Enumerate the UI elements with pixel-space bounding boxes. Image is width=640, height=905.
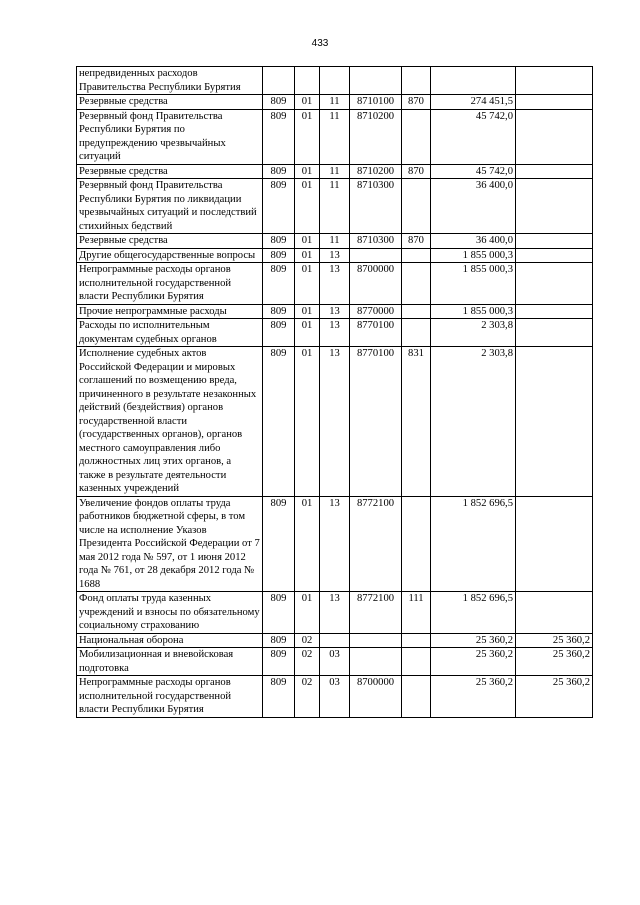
cell-section: 02	[295, 648, 320, 676]
cell-name: Исполнение судебных актов Российской Федерации и мировых соглашений по возмещению вреда, причиненного в результате незаконных действий (бездействия) органов государственной власти (государственных органов), органов местного самоуправления либо должностных лиц этих органов, а также в результате деятельности казенных учреждений	[77, 347, 263, 497]
cell-admin-code: 809	[263, 319, 295, 347]
cell-amount-2	[516, 319, 593, 347]
cell-expense-type: 870	[402, 164, 431, 179]
cell-subsection: 13	[320, 319, 350, 347]
cell-section: 01	[295, 164, 320, 179]
cell-amount-2	[516, 95, 593, 110]
cell-admin-code: 809	[263, 633, 295, 648]
cell-section: 01	[295, 304, 320, 319]
cell-subsection: 13	[320, 592, 350, 634]
cell-expense-type: 870	[402, 95, 431, 110]
cell-subsection: 11	[320, 234, 350, 249]
table-row	[77, 496, 593, 592]
table-row	[77, 67, 593, 95]
cell-expense-type	[402, 179, 431, 234]
cell-subsection: 13	[320, 304, 350, 319]
cell-expense-type: 870	[402, 234, 431, 249]
cell-target-article	[350, 67, 402, 95]
cell-amount-2	[516, 496, 593, 592]
cell-admin-code: 809	[263, 109, 295, 164]
cell-target-article	[350, 633, 402, 648]
table-row	[77, 304, 593, 319]
cell-name: Расходы по исполнительным документам судебных органов	[77, 319, 263, 347]
cell-target-article	[350, 248, 402, 263]
cell-name: Другие общегосударственные вопросы	[77, 248, 263, 263]
cell-amount-1	[431, 67, 516, 95]
cell-amount-2	[516, 304, 593, 319]
cell-section: 01	[295, 95, 320, 110]
cell-target-article: 8710300	[350, 179, 402, 234]
cell-target-article: 8770100	[350, 319, 402, 347]
cell-section: 01	[295, 248, 320, 263]
cell-amount-1: 45 742,0	[431, 164, 516, 179]
cell-name: Резервный фонд Правительства Республики Бурятия по ликвидации чрезвычайных ситуаций и последствий стихийных бедствий	[77, 179, 263, 234]
cell-expense-type	[402, 109, 431, 164]
cell-amount-1: 36 400,0	[431, 234, 516, 249]
cell-section: 01	[295, 263, 320, 305]
table-row	[77, 248, 593, 263]
cell-amount-1: 2 303,8	[431, 319, 516, 347]
cell-name: Прочие непрограммные расходы	[77, 304, 263, 319]
cell-admin-code: 809	[263, 676, 295, 718]
table-row	[77, 109, 593, 164]
cell-amount-1: 25 360,2	[431, 676, 516, 718]
cell-section: 01	[295, 319, 320, 347]
cell-amount-1: 1 855 000,3	[431, 304, 516, 319]
cell-section: 01	[295, 592, 320, 634]
cell-expense-type	[402, 496, 431, 592]
cell-amount-2	[516, 234, 593, 249]
cell-admin-code: 809	[263, 95, 295, 110]
cell-name: Резервные средства	[77, 234, 263, 249]
cell-subsection: 11	[320, 95, 350, 110]
cell-section: 02	[295, 676, 320, 718]
table-row	[77, 347, 593, 497]
cell-name: непредвиденных расходов Правительства Республики Бурятия	[77, 67, 263, 95]
cell-target-article: 8710200	[350, 164, 402, 179]
cell-amount-1: 36 400,0	[431, 179, 516, 234]
cell-admin-code: 809	[263, 263, 295, 305]
table-row	[77, 263, 593, 305]
cell-name: Резервный фонд Правительства Республики Бурятия по предупреждению чрезвычайных ситуаций	[77, 109, 263, 164]
cell-name: Национальная оборона	[77, 633, 263, 648]
cell-expense-type: 831	[402, 347, 431, 497]
cell-expense-type	[402, 263, 431, 305]
table-row	[77, 319, 593, 347]
cell-amount-1: 274 451,5	[431, 95, 516, 110]
cell-target-article: 8710300	[350, 234, 402, 249]
cell-subsection: 13	[320, 496, 350, 592]
table-row	[77, 592, 593, 634]
cell-expense-type	[402, 248, 431, 263]
cell-name: Увеличение фондов оплаты труда работников бюджетной сферы, в том числе на исполнение Указов Президента Российской Федерации от 7 мая 2012 года № 597, от 1 июня 2012 года № 761, от 28 декабря 2012 года № 1688	[77, 496, 263, 592]
cell-amount-2	[516, 347, 593, 497]
cell-amount-2: 25 360,2	[516, 633, 593, 648]
cell-subsection: 11	[320, 164, 350, 179]
table-row	[77, 179, 593, 234]
cell-amount-2	[516, 248, 593, 263]
cell-target-article: 8700000	[350, 676, 402, 718]
table-body	[77, 67, 593, 718]
cell-name: Резервные средства	[77, 95, 263, 110]
cell-subsection: 13	[320, 347, 350, 497]
cell-section: 01	[295, 179, 320, 234]
cell-expense-type	[402, 676, 431, 718]
cell-section	[295, 67, 320, 95]
cell-name: Мобилизационная и вневойсковая подготовка	[77, 648, 263, 676]
cell-section: 02	[295, 633, 320, 648]
cell-section: 01	[295, 234, 320, 249]
cell-subsection: 03	[320, 676, 350, 718]
cell-expense-type	[402, 319, 431, 347]
table-row	[77, 234, 593, 249]
cell-amount-2	[516, 164, 593, 179]
cell-admin-code: 809	[263, 179, 295, 234]
table-row	[77, 648, 593, 676]
cell-target-article: 8710100	[350, 95, 402, 110]
cell-subsection: 11	[320, 179, 350, 234]
cell-amount-1: 1 852 696,5	[431, 592, 516, 634]
cell-admin-code: 809	[263, 347, 295, 497]
cell-target-article: 8772100	[350, 592, 402, 634]
cell-admin-code: 809	[263, 234, 295, 249]
cell-expense-type	[402, 633, 431, 648]
cell-amount-2	[516, 67, 593, 95]
cell-amount-2	[516, 179, 593, 234]
cell-amount-1: 1 855 000,3	[431, 263, 516, 305]
cell-subsection	[320, 67, 350, 95]
cell-admin-code	[263, 67, 295, 95]
cell-subsection: 11	[320, 109, 350, 164]
cell-name: Резервные средства	[77, 164, 263, 179]
cell-section: 01	[295, 109, 320, 164]
cell-name: Непрограммные расходы органов исполнительной государственной власти Республики Бурятия	[77, 676, 263, 718]
cell-name: Непрограммные расходы органов исполнительной государственной власти Республики Бурятия	[77, 263, 263, 305]
cell-target-article: 8770000	[350, 304, 402, 319]
cell-amount-2	[516, 109, 593, 164]
cell-subsection	[320, 633, 350, 648]
table-row	[77, 633, 593, 648]
table-row	[77, 164, 593, 179]
cell-amount-1: 45 742,0	[431, 109, 516, 164]
cell-expense-type	[402, 648, 431, 676]
cell-amount-2	[516, 263, 593, 305]
cell-expense-type	[402, 304, 431, 319]
cell-amount-1: 1 855 000,3	[431, 248, 516, 263]
cell-target-article	[350, 648, 402, 676]
cell-amount-2: 25 360,2	[516, 648, 593, 676]
cell-expense-type	[402, 67, 431, 95]
cell-expense-type: 111	[402, 592, 431, 634]
cell-amount-1: 1 852 696,5	[431, 496, 516, 592]
cell-target-article: 8772100	[350, 496, 402, 592]
cell-target-article: 8700000	[350, 263, 402, 305]
cell-admin-code: 809	[263, 248, 295, 263]
cell-target-article: 8770100	[350, 347, 402, 497]
cell-amount-2	[516, 592, 593, 634]
page-number: 433	[311, 38, 329, 49]
cell-amount-1: 25 360,2	[431, 633, 516, 648]
cell-section: 01	[295, 496, 320, 592]
cell-admin-code: 809	[263, 592, 295, 634]
cell-target-article: 8710200	[350, 109, 402, 164]
cell-section: 01	[295, 347, 320, 497]
cell-amount-1: 25 360,2	[431, 648, 516, 676]
table-row	[77, 95, 593, 110]
cell-subsection: 03	[320, 648, 350, 676]
cell-subsection: 13	[320, 248, 350, 263]
table-row	[77, 676, 593, 718]
cell-admin-code: 809	[263, 648, 295, 676]
cell-amount-2: 25 360,2	[516, 676, 593, 718]
cell-name: Фонд оплаты труда казенных учреждений и взносы по обязательному социальному страхованию	[77, 592, 263, 634]
budget-table	[76, 66, 593, 718]
cell-amount-1: 2 303,8	[431, 347, 516, 497]
cell-subsection: 13	[320, 263, 350, 305]
cell-admin-code: 809	[263, 496, 295, 592]
cell-admin-code: 809	[263, 304, 295, 319]
cell-admin-code: 809	[263, 164, 295, 179]
